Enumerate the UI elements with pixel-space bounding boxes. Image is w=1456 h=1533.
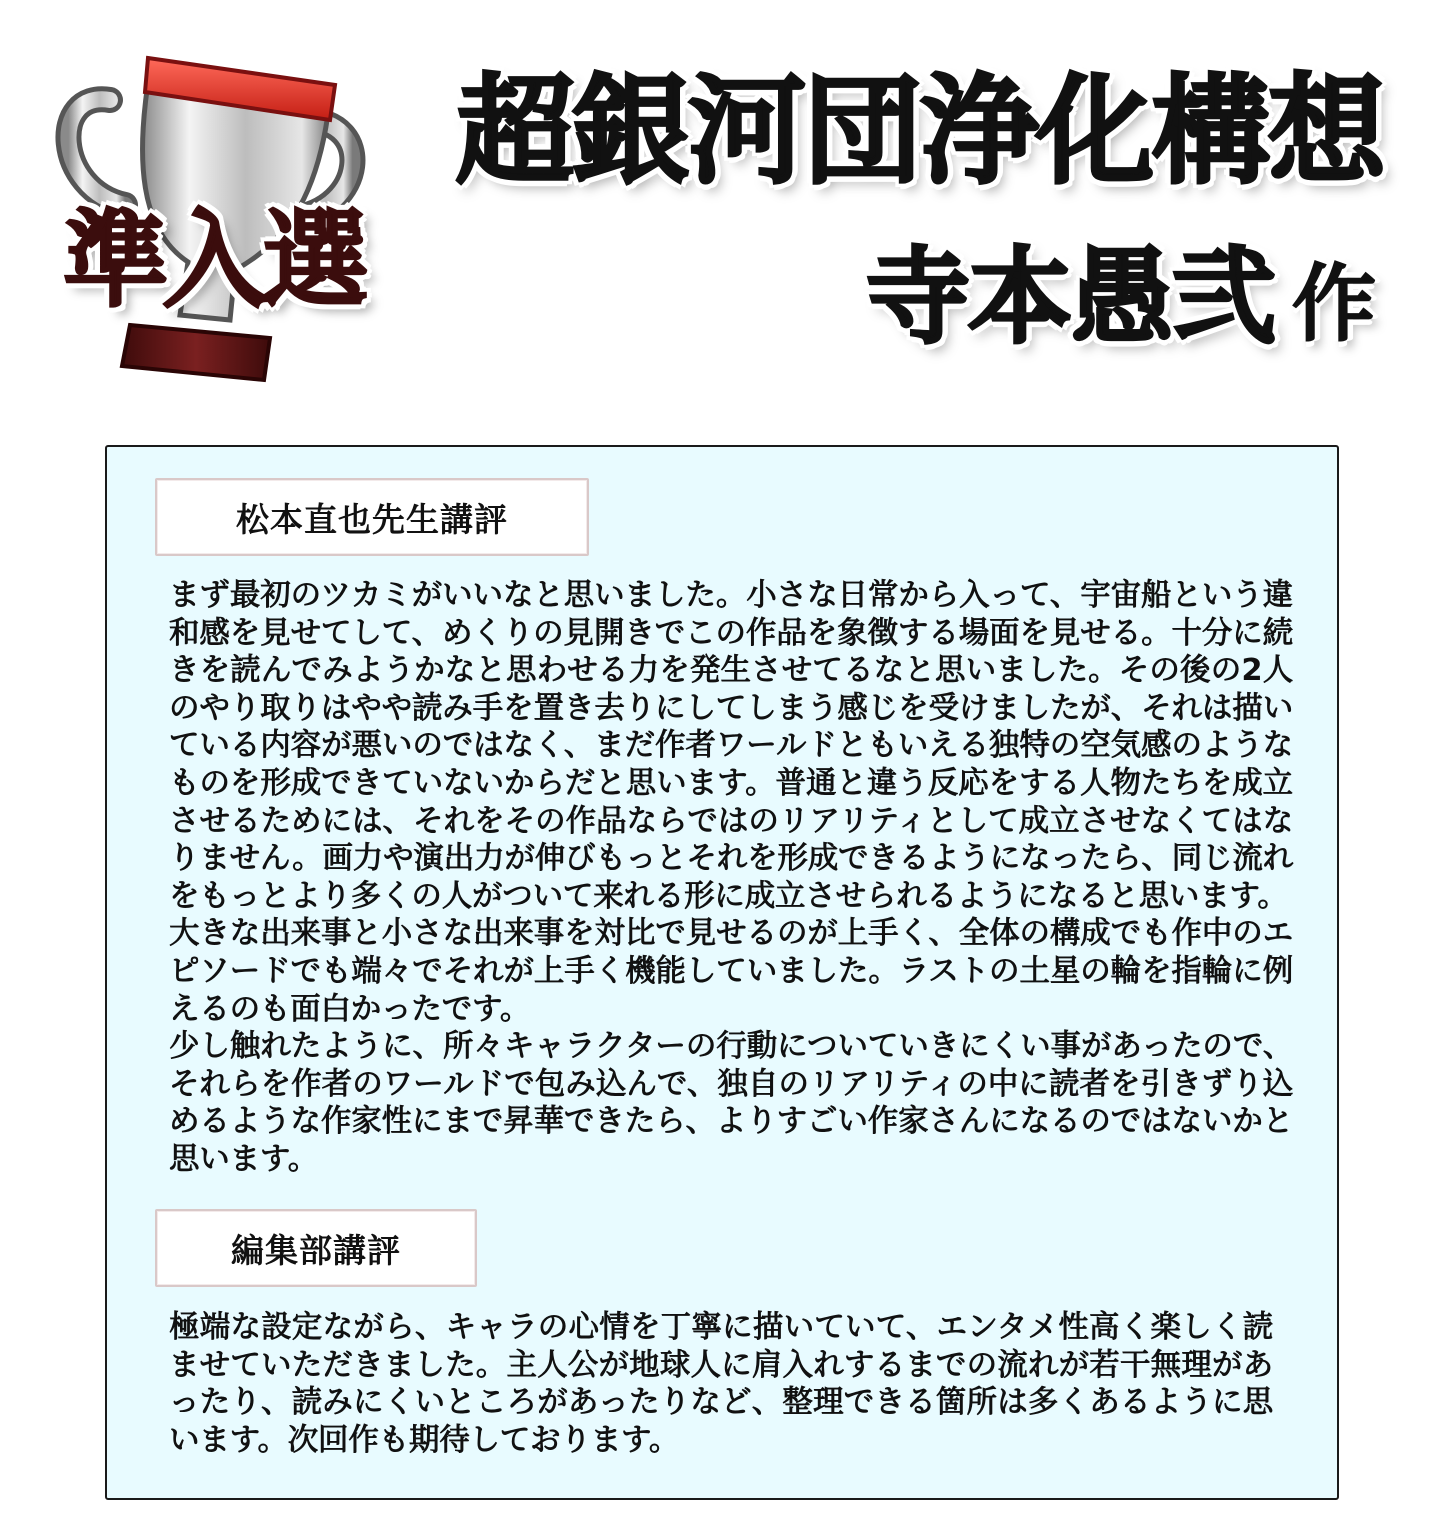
matsumoto-review-header [155,478,589,556]
author-name: 寺本愚弐 [865,236,1274,358]
review-paragraph: 少し触れたように、所々キャラクターの行動についていきにくい事があったので、それらを作者のワールドで包み込んで、独自のリアリティの中に読者を引きずり込めるような作家性にまで昇華できたら、よりすごい作家さんになるのではないかと思います。 [169,1029,1293,1177]
review-paragraph: 極端な設定ながら、キャラの心情を丁寧に描いていて、エンタメ性高く楽しく読ませていただきました。主人公が地球人に肩入れするまでの流れが若干無理があったり、読みにくいところがあったりなど、整理できる箇所は多くあるように思います。次回作も期待しております。 [169,1310,1273,1458]
award-label: 準入選 [62,199,363,322]
matsumoto-review-text [169,577,1293,1179]
matsumoto-review-heading: 松本直也先生講評 [236,499,508,539]
review-paragraph: 大きな出来事と小さな出来事を対比で見せるのが上手く、全体の構成でも作中のエピソードでも端々でそれが上手く機能していました。ラストの土星の輪を指輪に例えるのも面白かったです。 [169,916,1293,1027]
trophy-badge [30,40,390,385]
author-line [865,236,1376,358]
editorial-review-text [169,1309,1273,1459]
review-paragraph: まず最初のツカミがいいなと思いました。小さな日常から入って、宇宙船という違和感を見せてして、めくりの見開きでこの作品を象徴する場面を見せる。十分に続きを読んでみようかなと思わせる力を発生させてるなと思いました。その後の2人のやり取りはやや読み手を置き去りにしてしまう感じを受けましたが、それは描いている内容が悪いのではなく、まだ作者ワールドともいえる独特の空気感のようなものを形成できていないからだと思います。普通と違う反応をする人物たちを成立させるためには、それをその作品ならではのリアリティとして成立させなくてはなりません。画力や演出力が伸びもっとそれを形成できるようになったら、同じ流れをもっとより多くの人がついて来れる形に成立させられるようになると思います。 [169,578,1293,914]
author-suffix: 作 [1291,255,1376,353]
work-title: 超銀河団浄化構想 [455,62,1384,200]
editorial-review-heading: 編集部講評 [231,1230,401,1270]
editorial-review-header [155,1209,477,1287]
review-panel [105,445,1339,1500]
